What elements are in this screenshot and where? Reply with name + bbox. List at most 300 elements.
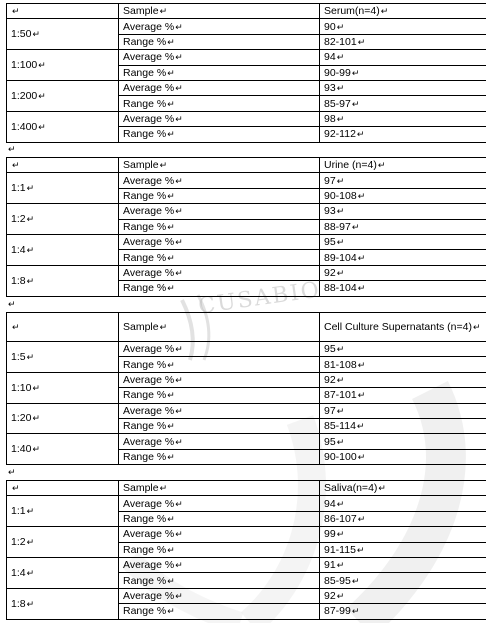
average-value-cell <box>320 372 486 387</box>
paragraph-mark: ↵ <box>351 67 360 78</box>
paragraph-mark: ↵ <box>26 537 35 548</box>
average-label-cell <box>119 557 320 572</box>
paragraph-mark: ↵ <box>167 283 175 294</box>
paragraph-mark: ↵ <box>38 60 46 71</box>
range-label-cell <box>119 542 320 557</box>
paragraph-mark: ↵ <box>336 237 345 248</box>
paragraph-mark: ↵ <box>336 83 345 94</box>
paragraph-mark: ↵ <box>159 6 168 17</box>
average-label: Average % <box>123 174 175 187</box>
dilution-value: 1:8 <box>11 597 26 610</box>
range-label: Range % <box>123 189 167 202</box>
header-sample-cell <box>119 481 320 496</box>
paragraph-mark: ↵ <box>26 351 35 362</box>
paragraph-mark: ↵ <box>336 405 345 416</box>
dilution-value: 1:2 <box>11 213 26 226</box>
range-label-cell <box>119 573 320 588</box>
dilution-value: 1:1 <box>11 182 26 195</box>
average-label-cell <box>119 527 320 542</box>
average-value-cell <box>320 50 486 65</box>
dilution-value: 1:4 <box>11 243 26 256</box>
paragraph-mark: ↵ <box>159 160 168 171</box>
table-row <box>7 496 486 511</box>
paragraph-mark: ↵ <box>167 451 175 462</box>
paragraph-mark: ↵ <box>380 6 389 17</box>
average-label-cell <box>119 234 320 249</box>
range-label: Range % <box>123 220 167 233</box>
paragraph-mark: ↵ <box>167 221 175 232</box>
paragraph-mark: ↵ <box>357 390 366 401</box>
range-value-cell <box>320 449 486 464</box>
paragraph-mark: ↵ <box>336 206 345 217</box>
paragraph-mark: ↵ <box>175 374 183 385</box>
range-value: 82-101 <box>324 35 357 48</box>
range-value-cell <box>320 127 486 142</box>
paragraph-mark: ↵ <box>351 221 360 232</box>
table-row <box>7 19 486 34</box>
table-row <box>7 588 486 603</box>
dilution-cell <box>7 80 119 111</box>
average-value: 92 <box>324 589 336 602</box>
average-label: Average % <box>123 236 175 249</box>
header-column-cell <box>320 158 486 173</box>
paragraph-mark: ↵ <box>175 113 183 124</box>
average-value-cell <box>320 204 486 219</box>
paragraph-mark: ↵ <box>336 52 345 63</box>
average-label: Average % <box>123 497 175 510</box>
range-value-cell <box>320 604 486 619</box>
paragraph-mark: ↵ <box>175 344 183 355</box>
table-row <box>7 204 486 219</box>
dilution-value: 1:2 <box>11 536 26 549</box>
paragraph-mark: ↵ <box>357 451 366 462</box>
paragraph-mark: ↵ <box>336 560 345 571</box>
range-value: 92-112 <box>324 128 356 141</box>
header-corner-cell <box>7 313 119 342</box>
paragraph-mark: ↵ <box>336 21 345 32</box>
range-value: 89-104 <box>324 251 357 264</box>
paragraph-mark: ↵ <box>167 67 175 78</box>
range-value-cell <box>320 281 486 296</box>
average-value: 92 <box>324 266 336 279</box>
average-value: 91 <box>324 559 336 572</box>
header-corner-cell <box>7 4 119 19</box>
range-value-cell <box>320 418 486 433</box>
average-value: 95 <box>324 236 336 249</box>
header-column-label: Cell Culture Supernatants (n=4) <box>324 320 472 333</box>
average-value: 93 <box>324 82 336 95</box>
range-value-cell <box>320 511 486 526</box>
dilution-cell <box>7 204 119 235</box>
paragraph-mark: ↵ <box>159 322 168 332</box>
range-value: 90-99 <box>324 66 351 79</box>
range-label: Range % <box>123 358 167 371</box>
paragraph-mark: ↵ <box>8 144 16 154</box>
paragraph-mark: ↵ <box>167 390 175 401</box>
urine-recovery-table <box>6 157 486 297</box>
paragraph-mark: ↵ <box>351 606 360 617</box>
paragraph-mark: ↵ <box>336 113 345 124</box>
paragraph-mark: ↵ <box>26 567 35 578</box>
paragraph-mark: ↵ <box>175 590 183 601</box>
average-value: 95 <box>324 435 336 448</box>
average-value-cell <box>320 265 486 280</box>
average-value-cell <box>320 434 486 449</box>
range-value: 88-97 <box>324 220 351 233</box>
average-value-cell <box>320 496 486 511</box>
paragraph-mark: ↵ <box>336 590 345 601</box>
paragraph-mark: ↵ <box>12 6 20 17</box>
range-label: Range % <box>123 282 167 295</box>
average-value-cell <box>320 19 486 34</box>
table-row <box>7 111 486 126</box>
table-row <box>7 342 486 357</box>
range-label: Range % <box>123 389 167 402</box>
dilution-cell <box>7 527 119 558</box>
saliva-recovery-table <box>6 480 486 620</box>
average-value: 90 <box>324 20 336 33</box>
average-label-cell <box>119 496 320 511</box>
dilution-value: 1:20 <box>11 412 32 425</box>
header-sample-label: Sample <box>123 321 159 333</box>
paragraph-mark: ↵ <box>32 413 40 424</box>
dilution-cell <box>7 372 119 403</box>
average-label: Average % <box>123 589 175 602</box>
paragraph-mark: ↵ <box>26 244 35 255</box>
paragraph-mark: ↵ <box>167 359 175 370</box>
range-value: 88-104 <box>324 282 357 295</box>
paragraph-mark: ↵ <box>159 483 168 494</box>
paragraph-mark: ↵ <box>167 544 175 555</box>
average-label: Average % <box>123 404 175 417</box>
average-value: 98 <box>324 112 336 125</box>
dilution-value: 1:4 <box>11 566 26 579</box>
dilution-value: 1:40 <box>11 443 32 456</box>
average-label-cell <box>119 588 320 603</box>
table-row <box>7 265 486 280</box>
average-value: 94 <box>324 51 336 64</box>
header-sample-cell <box>119 158 320 173</box>
range-label-cell <box>119 250 320 265</box>
watermark-text: CUSABIO <box>196 277 323 320</box>
header-sample-label: Sample <box>123 159 159 172</box>
dilution-cell <box>7 434 119 465</box>
paragraph-mark: ↵ <box>175 436 183 447</box>
header-column-label: Saliva(n=4) <box>324 482 378 495</box>
range-label-cell <box>119 96 320 111</box>
average-label: Average % <box>123 82 175 95</box>
paragraph-mark: ↵ <box>32 382 40 393</box>
average-label-cell <box>119 342 320 357</box>
average-label: Average % <box>123 205 175 218</box>
range-label-cell <box>119 449 320 464</box>
average-value-cell <box>320 403 486 418</box>
paragraph-mark: ↵ <box>167 190 175 201</box>
paragraph-mark: ↵ <box>8 299 16 309</box>
paragraph-mark: ↵ <box>175 175 183 186</box>
average-label-cell <box>119 80 320 95</box>
header-corner-cell <box>7 158 119 173</box>
dilution-value: 1:1 <box>11 505 26 518</box>
average-label-cell <box>119 50 320 65</box>
range-value: 85-97 <box>324 97 351 110</box>
range-label: Range % <box>123 605 167 618</box>
paragraph-mark: ↵ <box>38 121 46 132</box>
range-value-cell <box>320 388 486 403</box>
dilution-value: 1:8 <box>11 274 26 287</box>
header-sample-label: Sample <box>123 482 159 495</box>
paragraph-mark: ↵ <box>167 252 175 263</box>
header-corner-cell <box>7 481 119 496</box>
range-value: 85-114 <box>324 420 356 433</box>
paragraph-mark: ↵ <box>26 183 35 194</box>
paragraph-mark: ↵ <box>175 405 183 416</box>
average-label-cell <box>119 204 320 219</box>
table-row <box>7 403 486 418</box>
paragraph-mark: ↵ <box>26 598 35 609</box>
header-column-cell <box>320 313 486 342</box>
range-value-cell <box>320 65 486 80</box>
table-row <box>7 50 486 65</box>
paragraph-mark: ↵ <box>357 252 366 263</box>
paragraph-mark: ↵ <box>175 206 183 217</box>
dilution-cell <box>7 111 119 142</box>
range-value: 90-100 <box>324 450 357 463</box>
average-label: Average % <box>123 51 175 64</box>
average-label: Average % <box>123 528 175 541</box>
range-value-cell <box>320 34 486 49</box>
header-sample-label: Sample <box>123 5 159 18</box>
paragraph-mark: ↵ <box>336 175 345 186</box>
table-row <box>7 372 486 387</box>
paragraph-mark: ↵ <box>351 575 360 586</box>
range-label-cell <box>119 388 320 403</box>
range-label-cell <box>119 188 320 203</box>
range-value-cell <box>320 96 486 111</box>
paragraph-mark: ↵ <box>357 283 366 294</box>
range-value: 87-101 <box>324 389 357 402</box>
paragraph-mark: ↵ <box>378 483 386 494</box>
dilution-cell <box>7 342 119 373</box>
range-label-cell <box>119 219 320 234</box>
paragraph-mark: ↵ <box>32 444 40 455</box>
paragraph-mark: ↵ <box>175 83 183 94</box>
paragraph-mark: ↵ <box>167 606 175 617</box>
range-label: Range % <box>123 66 167 79</box>
range-label: Range % <box>123 543 167 556</box>
dilution-value: 1:50 <box>11 28 32 41</box>
average-value-cell <box>320 342 486 357</box>
dilution-cell <box>7 234 119 265</box>
average-label: Average % <box>123 373 175 386</box>
paragraph-mark: ↵ <box>175 267 183 278</box>
paragraph-mark: ↵ <box>8 467 16 477</box>
paragraph-mark: ↵ <box>336 267 345 278</box>
average-label: Average % <box>123 266 175 279</box>
range-value: 90-108 <box>324 189 357 202</box>
dilution-cell <box>7 403 119 434</box>
range-value: 91-115 <box>324 543 356 556</box>
paragraph-mark: ↵ <box>357 190 366 201</box>
range-label: Range % <box>123 128 167 141</box>
paragraph-mark: ↵ <box>351 98 360 109</box>
dilution-cell <box>7 265 119 296</box>
average-value-cell <box>320 234 486 249</box>
paragraph-mark: ↵ <box>12 322 20 332</box>
header-sample-cell <box>119 313 320 342</box>
cell-culture-recovery-table <box>6 312 486 465</box>
paragraph-mark: ↵ <box>336 344 345 355</box>
range-label-cell <box>119 604 320 619</box>
range-value: 87-99 <box>324 605 351 618</box>
paragraph-mark: ↵ <box>26 214 35 225</box>
average-label-cell <box>119 111 320 126</box>
range-value-cell <box>320 188 486 203</box>
paragraph-mark: ↵ <box>357 513 366 524</box>
paragraph-mark: ↵ <box>357 359 366 370</box>
range-label-cell <box>119 34 320 49</box>
table-row <box>7 173 486 188</box>
dilution-cell <box>7 19 119 50</box>
average-value-cell <box>320 527 486 542</box>
dilution-cell <box>7 588 119 619</box>
table-header-row <box>7 158 486 173</box>
dilution-cell <box>7 173 119 204</box>
paragraph-mark: ↵ <box>167 129 175 140</box>
range-value-cell <box>320 219 486 234</box>
paragraph-mark: ↵ <box>175 52 183 63</box>
paragraph-mark: ↵ <box>336 529 345 540</box>
average-value: 94 <box>324 497 336 510</box>
paragraph-mark: ↵ <box>167 575 175 586</box>
range-label-cell <box>119 418 320 433</box>
paragraph-mark: ↵ <box>356 421 365 432</box>
range-label-cell <box>119 127 320 142</box>
paragraph-mark: ↵ <box>356 129 365 140</box>
average-value-cell <box>320 111 486 126</box>
paragraph-mark: ↵ <box>12 483 20 494</box>
average-label-cell <box>119 434 320 449</box>
paragraph-mark: ↵ <box>175 529 183 540</box>
average-label-cell <box>119 403 320 418</box>
range-value: 86-107 <box>324 512 357 525</box>
paragraph-mark: ↵ <box>357 36 366 47</box>
range-label: Range % <box>123 512 167 525</box>
average-value: 99 <box>324 528 336 541</box>
average-value-cell <box>320 588 486 603</box>
average-label-cell <box>119 265 320 280</box>
paragraph-mark: ↵ <box>336 436 345 447</box>
header-column-label: Serum(n=4) <box>324 5 380 18</box>
range-label-cell <box>119 511 320 526</box>
table-row <box>7 527 486 542</box>
average-label: Average % <box>123 343 175 356</box>
paragraph-mark: ↵ <box>175 560 183 571</box>
average-label-cell <box>119 173 320 188</box>
paragraph-mark: ↵ <box>336 498 345 509</box>
range-label: Range % <box>123 97 167 110</box>
range-value: 85-95 <box>324 574 351 587</box>
average-label-cell <box>119 372 320 387</box>
table-row <box>7 557 486 572</box>
range-value-cell <box>320 357 486 372</box>
header-column-cell <box>320 4 486 19</box>
average-label-cell <box>119 19 320 34</box>
range-label: Range % <box>123 574 167 587</box>
average-value: 95 <box>324 343 336 356</box>
range-value: 81-108 <box>324 358 357 371</box>
range-label: Range % <box>123 35 167 48</box>
paragraph-mark: ↵ <box>167 421 175 432</box>
paragraph-mark: ↵ <box>175 498 183 509</box>
range-label-cell <box>119 281 320 296</box>
average-value: 97 <box>324 174 336 187</box>
average-value-cell <box>320 80 486 95</box>
header-column-label: Urine (n=4) <box>324 159 377 172</box>
paragraph-mark: ↵ <box>356 544 365 555</box>
dilution-cell <box>7 557 119 588</box>
header-sample-cell <box>119 4 320 19</box>
range-label-cell <box>119 65 320 80</box>
paragraph-mark: ↵ <box>377 160 386 171</box>
dilution-value: 1:5 <box>11 350 26 363</box>
range-label: Range % <box>123 420 167 433</box>
average-value: 97 <box>324 404 336 417</box>
paragraph-mark: ↵ <box>167 36 175 47</box>
paragraph-mark: ↵ <box>32 29 40 40</box>
range-value-cell <box>320 573 486 588</box>
range-value-cell <box>320 250 486 265</box>
dilution-cell <box>7 496 119 527</box>
paragraph-mark: ↵ <box>472 321 481 332</box>
average-label: Average % <box>123 112 175 125</box>
dilution-cell <box>7 50 119 81</box>
dilution-value: 1:200 <box>11 89 38 102</box>
range-value-cell <box>320 542 486 557</box>
paragraph-mark: ↵ <box>336 374 345 385</box>
average-label: Average % <box>123 559 175 572</box>
average-value: 92 <box>324 373 336 386</box>
header-column-cell <box>320 481 486 496</box>
paragraph-mark: ↵ <box>167 98 175 109</box>
table-row <box>7 234 486 249</box>
dilution-value: 1:100 <box>11 59 38 72</box>
table-header-row <box>7 313 486 342</box>
paragraph-mark: ↵ <box>175 21 183 32</box>
paragraph-mark: ↵ <box>38 90 46 101</box>
average-value: 93 <box>324 205 336 218</box>
table-header-row <box>7 4 486 19</box>
average-label: Average % <box>123 435 175 448</box>
paragraph-mark: ↵ <box>12 160 20 171</box>
average-value-cell <box>320 557 486 572</box>
dilution-value: 1:400 <box>11 120 38 133</box>
dilution-value: 1:10 <box>11 381 32 394</box>
paragraph-mark: ↵ <box>26 506 35 517</box>
range-label: Range % <box>123 251 167 264</box>
paragraph-mark: ↵ <box>167 513 175 524</box>
table-row <box>7 80 486 95</box>
paragraph-mark: ↵ <box>26 275 35 286</box>
average-label: Average % <box>123 20 175 33</box>
table-header-row <box>7 481 486 496</box>
range-label: Range % <box>123 450 167 463</box>
average-value-cell <box>320 173 486 188</box>
paragraph-mark: ↵ <box>175 237 183 248</box>
range-label-cell <box>119 357 320 372</box>
table-row <box>7 434 486 449</box>
serum-recovery-table <box>6 3 486 143</box>
